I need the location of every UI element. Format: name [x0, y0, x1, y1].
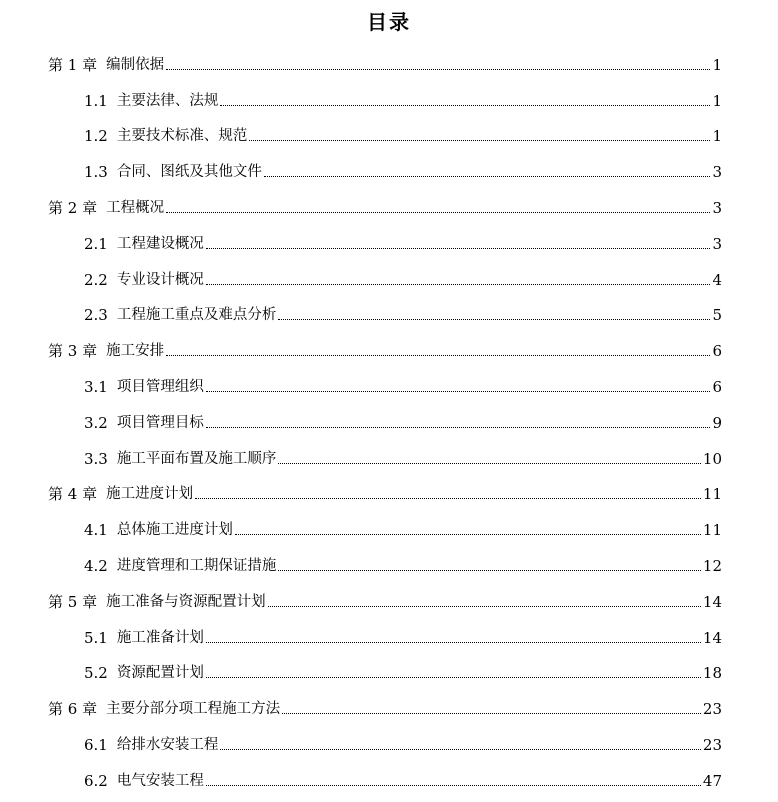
dot-leader: [278, 319, 710, 320]
toc-page-number: 3: [712, 234, 722, 253]
toc-entry-number: 第 5 章: [48, 592, 98, 611]
toc-chapter-entry[interactable]: [0, 583, 778, 619]
dot-leader: [206, 427, 711, 428]
toc-page-number: 1: [712, 91, 722, 110]
toc-page-number: 5: [712, 306, 722, 325]
toc-section-entry[interactable]: [0, 547, 778, 583]
toc-chapter-entry[interactable]: [0, 690, 778, 726]
dot-leader: [206, 785, 701, 786]
toc-page-number: 18: [702, 664, 722, 683]
toc-entry-number: 2.3: [84, 306, 108, 325]
toc-entry-label: 主要技术标准、规范: [116, 128, 248, 145]
toc-page-number: 23: [702, 735, 722, 754]
dot-leader: [206, 642, 701, 643]
dot-leader: [166, 69, 710, 70]
toc-entry-number: 第 6 章: [48, 700, 98, 719]
toc-page-number: 1: [712, 55, 722, 74]
toc-entry-number: 6.1: [84, 735, 108, 754]
toc-entry-label: 施工准备计划: [116, 629, 204, 646]
dot-leader: [206, 677, 701, 678]
toc-page-number: 23: [702, 700, 722, 719]
toc-entry-number: 第 3 章: [48, 342, 98, 361]
toc-section-entry[interactable]: [0, 655, 778, 691]
toc-page-number: 14: [702, 628, 722, 647]
toc-section-entry[interactable]: [0, 153, 778, 189]
dot-leader: [264, 176, 711, 177]
toc-entry-label: 合同、图纸及其他文件: [116, 164, 262, 181]
toc-entry-label: 项目管理目标: [116, 414, 204, 431]
toc-section-entry[interactable]: [0, 368, 778, 404]
dot-leader: [278, 570, 701, 571]
dot-leader: [166, 212, 710, 213]
toc-entry-label: 工程施工重点及难点分析: [116, 307, 277, 324]
toc-page-number: 1: [712, 127, 722, 146]
toc-entry-label: 主要分部分项工程施工方法: [106, 701, 281, 718]
toc-section-entry[interactable]: [0, 511, 778, 547]
toc-page-number: 10: [702, 449, 722, 468]
toc-entry-label: 进度管理和工期保证措施: [116, 557, 277, 574]
toc-page-number: 4: [712, 270, 722, 289]
dot-leader: [249, 140, 710, 141]
dot-leader: [282, 713, 701, 714]
toc-section-entry[interactable]: [0, 404, 778, 440]
toc-chapter-entry[interactable]: [0, 46, 778, 82]
toc-page-number: 9: [712, 413, 722, 432]
table-of-contents: [0, 46, 778, 798]
toc-entry-number: 5.2: [84, 664, 108, 683]
dot-leader: [206, 248, 711, 249]
toc-entry-label: 电气安装工程: [116, 772, 204, 789]
toc-entry-number: 第 1 章: [48, 55, 98, 74]
toc-entry-label: 施工准备与资源配置计划: [106, 593, 266, 610]
toc-section-entry[interactable]: [0, 225, 778, 261]
dot-leader: [220, 105, 710, 106]
toc-entry-number: 4.2: [84, 556, 108, 575]
dot-leader: [206, 391, 711, 392]
toc-entry-number: 第 4 章: [48, 485, 98, 504]
toc-page-number: 3: [712, 163, 722, 182]
toc-entry-label: 主要法律、法规: [116, 92, 219, 109]
toc-section-entry[interactable]: [0, 297, 778, 333]
dot-leader: [206, 284, 711, 285]
toc-section-entry[interactable]: [0, 440, 778, 476]
toc-section-entry[interactable]: [0, 82, 778, 118]
toc-page-number: 12: [702, 556, 722, 575]
toc-chapter-entry[interactable]: [0, 476, 778, 512]
toc-entry-number: 2.2: [84, 270, 108, 289]
toc-entry-number: 4.1: [84, 521, 108, 540]
toc-entry-number: 1.1: [84, 91, 108, 110]
toc-entry-number: 第 2 章: [48, 198, 98, 217]
toc-section-entry[interactable]: [0, 619, 778, 655]
toc-entry-label: 施工平面布置及施工顺序: [116, 450, 277, 467]
toc-section-entry[interactable]: [0, 118, 778, 154]
toc-chapter-entry[interactable]: [0, 332, 778, 368]
dot-leader: [268, 606, 701, 607]
page-title: 目录: [367, 10, 411, 34]
toc-entry-number: 3.2: [84, 413, 108, 432]
toc-entry-label: 编制依据: [106, 56, 165, 73]
toc-entry-label: 项目管理组织: [116, 378, 204, 395]
toc-page-number: 3: [712, 198, 722, 217]
toc-entry-number: 2.1: [84, 234, 108, 253]
toc-entry-label: 施工进度计划: [106, 486, 194, 503]
toc-entry-label: 资源配置计划: [116, 665, 204, 682]
toc-page-number: 14: [702, 592, 722, 611]
toc-page-number: 6: [712, 377, 722, 396]
toc-section-entry[interactable]: [0, 261, 778, 297]
dot-leader: [166, 355, 710, 356]
toc-entry-label: 工程建设概况: [116, 235, 204, 252]
toc-page-number: 11: [702, 485, 722, 504]
toc-entry-label: 专业设计概况: [116, 271, 204, 288]
toc-entry-number: 1.2: [84, 127, 108, 146]
toc-entry-label: 总体施工进度计划: [116, 522, 233, 539]
dot-leader: [220, 749, 701, 750]
toc-entry-label: 工程概况: [106, 199, 165, 216]
toc-section-entry[interactable]: [0, 726, 778, 762]
toc-entry-number: 1.3: [84, 163, 108, 182]
toc-chapter-entry[interactable]: [0, 189, 778, 225]
toc-entry-label: 给排水安装工程: [116, 736, 219, 753]
dot-leader: [195, 498, 701, 499]
toc-page-number: 47: [702, 771, 722, 790]
toc-section-entry[interactable]: [0, 762, 778, 798]
dot-leader: [278, 463, 701, 464]
dot-leader: [235, 534, 701, 535]
toc-page-number: 11: [702, 521, 722, 540]
toc-entry-number: 3.3: [84, 449, 108, 468]
toc-entry-number: 6.2: [84, 771, 108, 790]
toc-entry-number: 5.1: [84, 628, 108, 647]
toc-entry-label: 施工安排: [106, 343, 165, 360]
toc-entry-number: 3.1: [84, 377, 108, 396]
toc-page-number: 6: [712, 342, 722, 361]
